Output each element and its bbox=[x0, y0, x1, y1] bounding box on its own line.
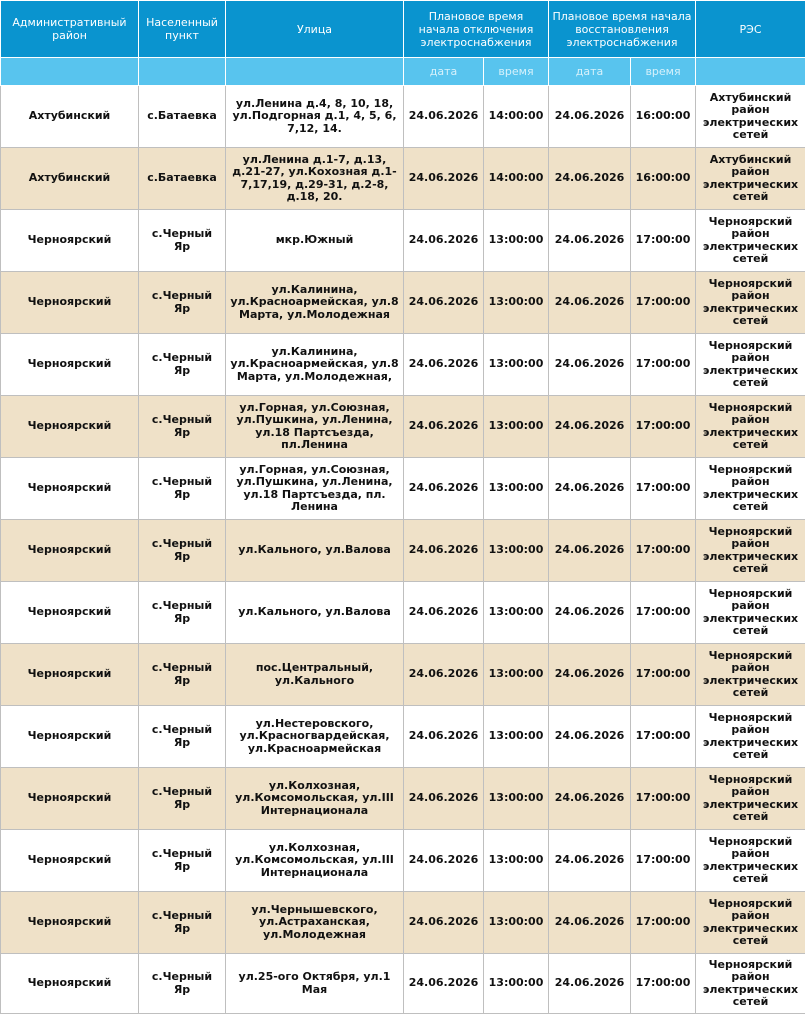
cell-settlement: с.Черный Яр bbox=[139, 582, 226, 644]
cell-on-date: 24.06.2026 bbox=[549, 644, 631, 706]
cell-on-date: 24.06.2026 bbox=[549, 334, 631, 396]
cell-on-time: 17:00:00 bbox=[631, 892, 696, 954]
cell-settlement: с.Черный Яр bbox=[139, 644, 226, 706]
table-row bbox=[1, 458, 805, 520]
cell-on-time: 17:00:00 bbox=[631, 644, 696, 706]
table-row bbox=[1, 334, 805, 396]
table-row bbox=[1, 396, 805, 458]
cell-off-date: 24.06.2026 bbox=[404, 582, 484, 644]
cell-street: ул.Горная, ул.Союзная, ул.Пушкина, ул.Ленина, ул.18 Партсъезда, пл.Ленина bbox=[226, 396, 404, 458]
cell-off-time: 13:00:00 bbox=[484, 768, 549, 830]
cell-district: Черноярский bbox=[1, 830, 139, 892]
cell-district: Черноярский bbox=[1, 210, 139, 272]
cell-off-time: 13:00:00 bbox=[484, 396, 549, 458]
cell-off-time: 13:00:00 bbox=[484, 830, 549, 892]
cell-on-date: 24.06.2026 bbox=[549, 148, 631, 210]
cell-off-time: 13:00:00 bbox=[484, 458, 549, 520]
table-row bbox=[1, 148, 805, 210]
cell-street: ул.Кального, ул.Валова bbox=[226, 520, 404, 582]
cell-street: ул.Калинина, ул.Красноармейская, ул.8 Марта, ул.Молодежная, bbox=[226, 334, 404, 396]
cell-off-time: 14:00:00 bbox=[484, 148, 549, 210]
cell-street: ул.Калинина, ул.Красноармейская, ул.8 Марта, ул.Молодежная bbox=[226, 272, 404, 334]
cell-settlement: с.Черный Яр bbox=[139, 210, 226, 272]
cell-street: ул.Нестеровского, ул.Красногвардейская, ул.Красноармейская bbox=[226, 706, 404, 768]
cell-off-date: 24.06.2026 bbox=[404, 272, 484, 334]
cell-on-time: 17:00:00 bbox=[631, 520, 696, 582]
table-row bbox=[1, 830, 805, 892]
cell-off-time: 13:00:00 bbox=[484, 706, 549, 768]
subheader-empty bbox=[139, 58, 226, 86]
cell-on-date: 24.06.2026 bbox=[549, 86, 631, 148]
cell-street: ул.Колхозная, ул.Комсомольская, ул.III Интернационала bbox=[226, 768, 404, 830]
cell-res: Черноярский район электрических сетей bbox=[696, 396, 805, 458]
table-row bbox=[1, 706, 805, 768]
cell-res: Черноярский район электрических сетей bbox=[696, 954, 805, 1014]
cell-on-date: 24.06.2026 bbox=[549, 706, 631, 768]
cell-res: Черноярский район электрических сетей bbox=[696, 210, 805, 272]
cell-on-date: 24.06.2026 bbox=[549, 272, 631, 334]
cell-on-time: 17:00:00 bbox=[631, 272, 696, 334]
cell-off-time: 13:00:00 bbox=[484, 210, 549, 272]
cell-on-time: 17:00:00 bbox=[631, 210, 696, 272]
subheader-off-date: дата bbox=[404, 58, 484, 86]
cell-settlement: с.Черный Яр bbox=[139, 458, 226, 520]
cell-on-date: 24.06.2026 bbox=[549, 582, 631, 644]
cell-district: Черноярский bbox=[1, 396, 139, 458]
cell-street: ул.Чернышевского, ул.Астраханская, ул.Молодежная bbox=[226, 892, 404, 954]
cell-res: Черноярский район электрических сетей bbox=[696, 272, 805, 334]
header-street: Улица bbox=[226, 1, 404, 58]
cell-district: Черноярский bbox=[1, 892, 139, 954]
cell-off-date: 24.06.2026 bbox=[404, 768, 484, 830]
cell-res: Черноярский район электрических сетей bbox=[696, 830, 805, 892]
cell-off-date: 24.06.2026 bbox=[404, 148, 484, 210]
cell-res: Черноярский район электрических сетей bbox=[696, 334, 805, 396]
cell-off-time: 14:00:00 bbox=[484, 86, 549, 148]
cell-res: Черноярский район электрических сетей bbox=[696, 768, 805, 830]
header-district: Административный район bbox=[1, 1, 139, 58]
cell-district: Черноярский bbox=[1, 954, 139, 1014]
cell-street: ул.Кального, ул.Валова bbox=[226, 582, 404, 644]
cell-settlement: с.Черный Яр bbox=[139, 334, 226, 396]
cell-on-date: 24.06.2026 bbox=[549, 520, 631, 582]
table-header bbox=[1, 1, 805, 86]
cell-on-time: 17:00:00 bbox=[631, 582, 696, 644]
cell-district: Черноярский bbox=[1, 520, 139, 582]
cell-district: Черноярский bbox=[1, 272, 139, 334]
cell-street: пос.Центральный, ул.Кального bbox=[226, 644, 404, 706]
table-row bbox=[1, 210, 805, 272]
cell-on-date: 24.06.2026 bbox=[549, 954, 631, 1014]
table-row bbox=[1, 86, 805, 148]
cell-on-time: 17:00:00 bbox=[631, 768, 696, 830]
cell-on-date: 24.06.2026 bbox=[549, 210, 631, 272]
cell-off-date: 24.06.2026 bbox=[404, 830, 484, 892]
cell-off-date: 24.06.2026 bbox=[404, 644, 484, 706]
cell-on-date: 24.06.2026 bbox=[549, 830, 631, 892]
cell-res: Черноярский район электрических сетей bbox=[696, 644, 805, 706]
cell-on-date: 24.06.2026 bbox=[549, 768, 631, 830]
cell-off-date: 24.06.2026 bbox=[404, 396, 484, 458]
cell-district: Ахтубинский bbox=[1, 148, 139, 210]
cell-on-time: 16:00:00 bbox=[631, 148, 696, 210]
subheader-off-time: время bbox=[484, 58, 549, 86]
cell-on-time: 16:00:00 bbox=[631, 86, 696, 148]
table-row bbox=[1, 768, 805, 830]
cell-street: ул.Горная, ул.Союзная, ул.Пушкина, ул.Ленина, ул.18 Партсъезда, пл. Ленина bbox=[226, 458, 404, 520]
cell-off-date: 24.06.2026 bbox=[404, 458, 484, 520]
cell-on-time: 17:00:00 bbox=[631, 458, 696, 520]
cell-on-time: 17:00:00 bbox=[631, 334, 696, 396]
cell-res: Черноярский район электрических сетей bbox=[696, 458, 805, 520]
cell-off-date: 24.06.2026 bbox=[404, 334, 484, 396]
cell-settlement: с.Черный Яр bbox=[139, 272, 226, 334]
cell-settlement: с.Черный Яр bbox=[139, 396, 226, 458]
cell-on-date: 24.06.2026 bbox=[549, 458, 631, 520]
cell-on-time: 17:00:00 bbox=[631, 706, 696, 768]
cell-district: Ахтубинский bbox=[1, 86, 139, 148]
cell-res: Ахтубинский район электрических сетей bbox=[696, 86, 805, 148]
cell-res: Ахтубинский район электрических сетей bbox=[696, 148, 805, 210]
table-row bbox=[1, 644, 805, 706]
header-restore-start: Плановое время начала восстановления электроснабжения bbox=[549, 1, 696, 58]
subheader-empty bbox=[226, 58, 404, 86]
cell-res: Черноярский район электрических сетей bbox=[696, 520, 805, 582]
header-settlement: Населенный пункт bbox=[139, 1, 226, 58]
table-row bbox=[1, 892, 805, 954]
cell-on-time: 17:00:00 bbox=[631, 954, 696, 1014]
cell-settlement: с.Батаевка bbox=[139, 86, 226, 148]
subheader-empty bbox=[1, 58, 139, 86]
table-row bbox=[1, 954, 805, 1014]
header-off-start: Плановое время начала отключения электроснабжения bbox=[404, 1, 549, 58]
cell-off-time: 13:00:00 bbox=[484, 582, 549, 644]
table-row bbox=[1, 272, 805, 334]
cell-off-date: 24.06.2026 bbox=[404, 892, 484, 954]
header-res: РЭС bbox=[696, 1, 805, 58]
cell-off-date: 24.06.2026 bbox=[404, 954, 484, 1014]
cell-street: ул.Ленина д.1-7, д.13, д.21-27, ул.Кохозная д.1-7,17,19, д.29-31, д.2-8, д.18, 20. bbox=[226, 148, 404, 210]
cell-off-time: 13:00:00 bbox=[484, 644, 549, 706]
cell-street: ул.25-ого Октября, ул.1 Мая bbox=[226, 954, 404, 1014]
cell-off-date: 24.06.2026 bbox=[404, 86, 484, 148]
cell-settlement: с.Черный Яр bbox=[139, 892, 226, 954]
cell-off-time: 13:00:00 bbox=[484, 334, 549, 396]
cell-res: Черноярский район электрических сетей bbox=[696, 582, 805, 644]
cell-off-time: 13:00:00 bbox=[484, 272, 549, 334]
cell-street: ул.Колхозная, ул.Комсомольская, ул.III Интернационала bbox=[226, 830, 404, 892]
cell-district: Черноярский bbox=[1, 768, 139, 830]
cell-district: Черноярский bbox=[1, 334, 139, 396]
table-row bbox=[1, 582, 805, 644]
cell-res: Черноярский район электрических сетей bbox=[696, 892, 805, 954]
cell-off-date: 24.06.2026 bbox=[404, 520, 484, 582]
cell-settlement: с.Черный Яр bbox=[139, 706, 226, 768]
subheader-on-date: дата bbox=[549, 58, 631, 86]
cell-district: Черноярский bbox=[1, 458, 139, 520]
cell-settlement: с.Черный Яр bbox=[139, 954, 226, 1014]
cell-settlement: с.Батаевка bbox=[139, 148, 226, 210]
cell-off-date: 24.06.2026 bbox=[404, 706, 484, 768]
cell-on-time: 17:00:00 bbox=[631, 830, 696, 892]
cell-settlement: с.Черный Яр bbox=[139, 768, 226, 830]
cell-district: Черноярский bbox=[1, 706, 139, 768]
cell-on-date: 24.06.2026 bbox=[549, 892, 631, 954]
cell-street: мкр.Южный bbox=[226, 210, 404, 272]
cell-district: Черноярский bbox=[1, 644, 139, 706]
subheader-on-time: время bbox=[631, 58, 696, 86]
table-row bbox=[1, 520, 805, 582]
cell-on-time: 17:00:00 bbox=[631, 396, 696, 458]
cell-res: Черноярский район электрических сетей bbox=[696, 706, 805, 768]
cell-settlement: с.Черный Яр bbox=[139, 830, 226, 892]
cell-street: ул.Ленина д.4, 8, 10, 18, ул.Подгорная д.1, 4, 5, 6, 7,12, 14. bbox=[226, 86, 404, 148]
cell-off-time: 13:00:00 bbox=[484, 520, 549, 582]
cell-settlement: с.Черный Яр bbox=[139, 520, 226, 582]
cell-district: Черноярский bbox=[1, 582, 139, 644]
table-body bbox=[1, 86, 805, 1014]
cell-off-date: 24.06.2026 bbox=[404, 210, 484, 272]
cell-on-date: 24.06.2026 bbox=[549, 396, 631, 458]
cell-off-time: 13:00:00 bbox=[484, 954, 549, 1014]
cell-off-time: 13:00:00 bbox=[484, 892, 549, 954]
subheader-empty bbox=[696, 58, 805, 86]
